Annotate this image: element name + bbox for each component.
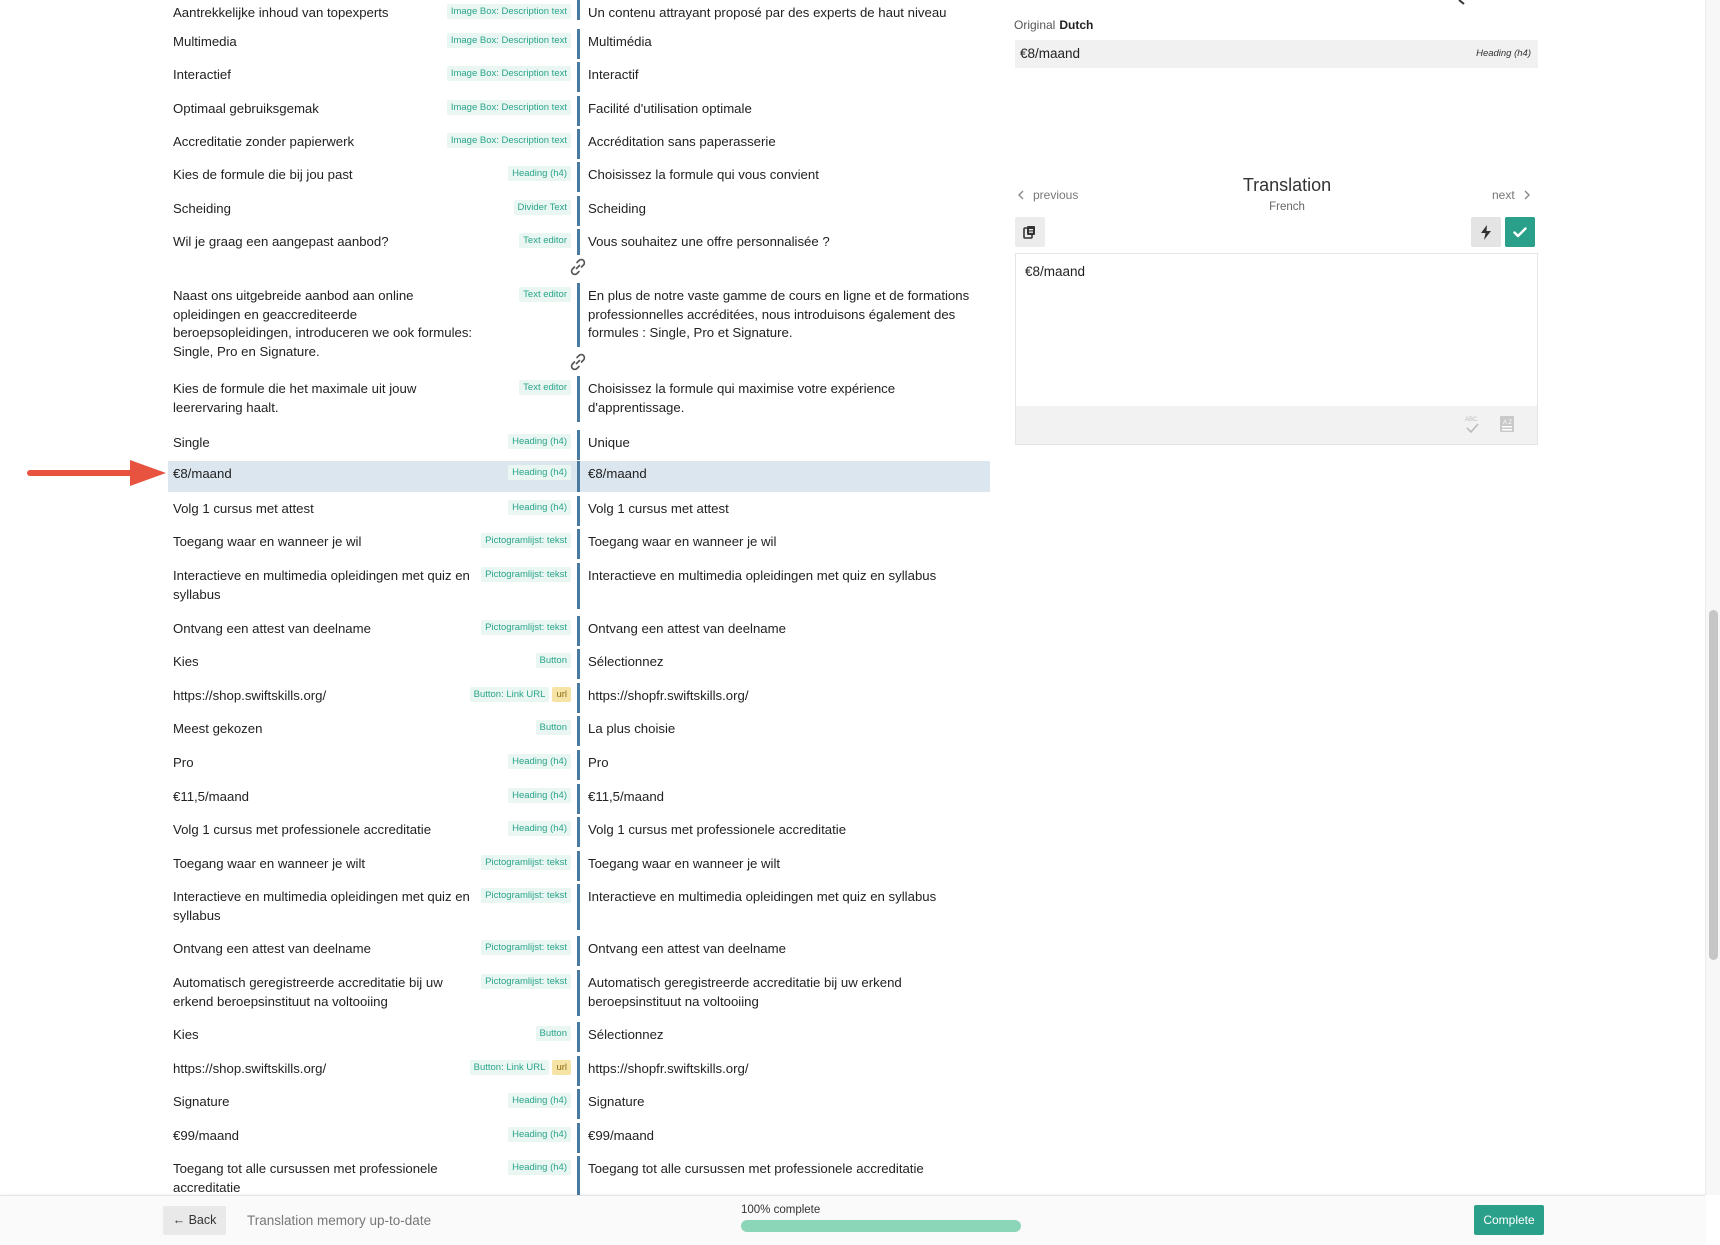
segment-tags — [519, 380, 571, 395]
segment-row[interactable] — [168, 283, 990, 359]
source-text: Toegang tot alle cursussen met professionele accreditatie — [173, 1161, 438, 1195]
segment-tags — [508, 166, 571, 181]
segment-source — [168, 430, 577, 460]
source-text: Kies de formule die het maximale uit jouw leerervaring haalt. — [173, 381, 417, 415]
complete-button[interactable]: Complete — [1474, 1205, 1544, 1235]
segment-target[interactable]: Scheiding — [588, 201, 646, 216]
segment-row[interactable] — [168, 29, 990, 59]
segment-target[interactable]: Toegang waar en wanneer je wil — [588, 534, 777, 549]
segment-target[interactable]: Automatisch geregistreerde accreditatie bij uw erkend beroepsinstituut na voltooiing — [588, 975, 902, 1009]
segment-source — [168, 970, 577, 1016]
segment-row[interactable] — [168, 376, 990, 422]
original-language: Dutch — [1059, 18, 1094, 32]
segment-tags — [508, 1093, 571, 1108]
segment-target[interactable]: Ontvang een attest van deelname — [588, 621, 786, 636]
element-type-tag: Button: Link URL — [470, 1060, 550, 1075]
segment-row[interactable] — [168, 970, 990, 1016]
element-type-tag: Text editor — [519, 233, 571, 248]
source-text: Toegang waar en wanneer je wil — [173, 534, 362, 549]
segment-tags — [481, 940, 571, 955]
segment-source — [168, 229, 577, 259]
element-type-tag: Button — [536, 653, 571, 668]
segment-target[interactable]: Interactieve en multimedia opleidingen met quiz en syllabus — [588, 889, 937, 904]
segment-target[interactable]: Toegang waar en wanneer je wilt — [588, 856, 781, 871]
link-chain-icon[interactable] — [566, 350, 590, 374]
segment-tags — [481, 533, 571, 548]
segment-row[interactable] — [168, 96, 990, 126]
segment-source — [168, 496, 577, 526]
segment-target[interactable]: Pro — [588, 755, 609, 770]
element-type-tag: Heading (h4) — [508, 166, 571, 181]
progress-fill — [741, 1220, 1021, 1232]
element-type-tag: Heading (h4) — [508, 434, 571, 449]
segment-tags — [481, 888, 571, 903]
segment-target[interactable]: En plus de notre vaste gamme de cours en ligne et de formations professionnelles accréditées, nous introduisons également des formules : Single, Pro et Signature. — [588, 288, 970, 340]
segment-row[interactable] — [168, 430, 990, 460]
progress-label: 100% complete — [741, 1204, 821, 1216]
source-text: Optimaal gebruiksgemak — [173, 101, 319, 116]
segment-source — [168, 1089, 577, 1119]
segment-source — [168, 851, 577, 881]
source-text: €99/maand — [173, 1128, 239, 1143]
element-type-tag: Button — [536, 720, 571, 735]
previous-button[interactable] — [1018, 188, 1078, 202]
source-text: Interactieve en multimedia opleidingen met quiz en syllabus — [173, 568, 470, 602]
segment-row[interactable] — [168, 1089, 990, 1119]
segment-row[interactable] — [168, 563, 990, 609]
segment-row[interactable] — [168, 884, 990, 930]
original-header — [1014, 18, 1093, 32]
segment-row[interactable] — [168, 1056, 990, 1086]
segment-tags — [447, 100, 571, 115]
segment-row[interactable] — [168, 1022, 990, 1052]
segment-row[interactable] — [168, 129, 990, 159]
element-type-tag: Heading (h4) — [508, 1093, 571, 1108]
source-text: Accreditatie zonder papierwerk — [173, 134, 355, 149]
segment-tags — [481, 567, 571, 582]
segment-tags — [447, 4, 571, 19]
source-text: Signature — [173, 1094, 230, 1109]
source-text: Wil je graag een aangepast aanbod? — [173, 234, 389, 249]
element-type-tag: Heading (h4) — [508, 821, 571, 836]
arrow-annotation-icon — [26, 459, 168, 487]
segment-source — [168, 750, 577, 780]
segment-tags — [508, 754, 571, 769]
source-text: Naast ons uitgebreide aanbod aan online opleidingen en geaccrediteerde beroepsopleidingen, introduceren we ook formules: Single, Pro en Signature. — [173, 288, 473, 359]
source-text: https://shop.swiftskills.org/ — [173, 688, 327, 703]
segment-source — [168, 162, 577, 192]
element-type-tag: Pictogramlijst: tekst — [481, 940, 571, 955]
segment-target[interactable]: Accréditation sans paperasserie — [588, 134, 776, 149]
element-type-tag: Heading (h4) — [508, 754, 571, 769]
segment-source — [168, 529, 577, 559]
element-type-tag: Divider Text — [514, 200, 571, 215]
segment-row[interactable] — [168, 817, 990, 847]
segment-row[interactable] — [168, 1123, 990, 1153]
segment-tags — [508, 788, 571, 803]
source-text: Interactief — [173, 67, 231, 82]
segment-source — [168, 683, 577, 713]
original-tag: Heading (h4) — [1476, 48, 1531, 59]
source-text: Aantrekkelijke inhoud van topexperts — [173, 5, 389, 20]
source-text: Ontvang een attest van deelname — [173, 941, 371, 956]
page-scrollbar[interactable] — [1705, 0, 1720, 1195]
segment-source — [168, 936, 577, 966]
segment-tags — [508, 500, 571, 515]
next-button[interactable] — [1492, 188, 1530, 202]
segment-row[interactable] — [168, 683, 990, 713]
progress-bar — [741, 1220, 1021, 1232]
element-type-tag: Heading (h4) — [508, 465, 571, 480]
segment-source — [168, 1022, 577, 1052]
segment-tags — [514, 200, 571, 215]
source-text: Ontvang een attest van deelname — [173, 621, 371, 636]
segment-target[interactable]: https://shopfr.swiftskills.org/ — [588, 1061, 749, 1076]
source-text: Kies de formule die bij jou past — [173, 167, 353, 182]
source-text: Multimedia — [173, 34, 237, 49]
source-text: Volg 1 cursus met professionele accreditatie — [173, 822, 432, 837]
source-text: Single — [173, 435, 210, 450]
lightning-icon — [1480, 225, 1492, 240]
element-type-tag: Image Box: Description text — [447, 100, 571, 115]
segment-target[interactable]: Sélectionnez — [588, 1027, 664, 1042]
segment-target[interactable]: Choisissez la formule qui vous convient — [588, 167, 819, 182]
segment-row[interactable] — [168, 851, 990, 881]
checkmark-icon — [1513, 227, 1527, 238]
segment-source — [168, 649, 577, 679]
element-type-tag: Button — [536, 1026, 571, 1041]
segment-source — [168, 817, 577, 847]
segment-source — [168, 616, 577, 646]
machine-translate-button[interactable] — [1471, 217, 1501, 247]
source-text: Kies — [173, 654, 199, 669]
segment-tags — [519, 233, 571, 248]
segment-tags — [536, 653, 571, 668]
segment-source — [168, 96, 577, 126]
segment-row[interactable] — [168, 784, 990, 814]
segment-target[interactable]: Vous souhaitez une offre personnalisée ? — [588, 234, 830, 249]
element-type-tag: Image Box: Description text — [447, 4, 571, 19]
glossary-icon[interactable] — [1499, 415, 1515, 433]
source-text: Interactieve en multimedia opleidingen met quiz en syllabus — [173, 889, 470, 923]
segment-target[interactable]: https://shopfr.swiftskills.org/ — [588, 688, 749, 703]
editor-footer — [1016, 406, 1537, 444]
search-icon[interactable] — [1455, 0, 1467, 6]
previous-label: previous — [1033, 188, 1079, 202]
back-button[interactable]: ← Back — [163, 1206, 226, 1235]
segment-row[interactable] — [168, 496, 990, 526]
segment-tags — [536, 1026, 571, 1041]
element-type-tag: Button: Link URL — [470, 687, 550, 702]
segment-tags — [508, 465, 571, 480]
segment-tags — [508, 1160, 571, 1175]
translation-text[interactable]: €8/maand — [1025, 264, 1086, 279]
segment-source — [168, 0, 577, 20]
segment-target[interactable]: Interactieve en multimedia opleidingen met quiz en syllabus — [588, 568, 937, 583]
source-text: Volg 1 cursus met attest — [173, 501, 314, 516]
segment-target[interactable]: Ontvang een attest van deelname — [588, 941, 786, 956]
element-type-tag: Pictogramlijst: tekst — [481, 620, 571, 635]
segment-tags — [481, 974, 571, 989]
segment-row[interactable] — [168, 1156, 990, 1195]
segment-tags — [508, 434, 571, 449]
element-type-tag: Image Box: Description text — [447, 33, 571, 48]
segment-tags — [481, 855, 571, 870]
segment-target[interactable]: Volg 1 cursus met professionele accreditatie — [588, 822, 847, 837]
element-type-tag: Pictogramlijst: tekst — [481, 533, 571, 548]
segment-target[interactable]: Interactif — [588, 67, 639, 82]
segment-tags — [447, 33, 571, 48]
segment-target[interactable]: €99/maand — [588, 1128, 654, 1143]
segment-source — [168, 1056, 577, 1086]
translation-title: Translation — [1242, 175, 1332, 195]
segment-tags — [508, 1127, 571, 1142]
source-text: Meest gekozen — [173, 721, 263, 736]
original-text-box — [1015, 40, 1538, 68]
element-type-tag: Heading (h4) — [508, 500, 571, 515]
segment-target[interactable]: €11,5/maand — [588, 789, 665, 804]
segment-tags — [508, 821, 571, 836]
original-text: €8/maand — [1020, 46, 1081, 61]
segment-row[interactable] — [168, 0, 990, 20]
element-type-tag: Text editor — [519, 380, 571, 395]
segment-row[interactable] — [168, 529, 990, 559]
segment-target[interactable]: €8/maand — [588, 466, 647, 481]
segment-row[interactable] — [168, 162, 990, 192]
segment-tags — [447, 66, 571, 81]
segment-target[interactable]: Multimédia — [588, 34, 652, 49]
segment-source — [168, 716, 577, 746]
link-chain-icon[interactable] — [566, 255, 590, 279]
segment-tags — [447, 133, 571, 148]
segment-target[interactable]: Signature — [588, 1094, 645, 1109]
element-type-tag: Image Box: Description text — [447, 66, 571, 81]
segment-source — [168, 1156, 577, 1195]
svg-text:A Z: A Z — [1503, 420, 1513, 426]
source-text: €8/maand — [173, 466, 232, 481]
segment-row[interactable] — [168, 750, 990, 780]
url-tag: url — [552, 687, 571, 702]
element-type-tag: Image Box: Description text — [447, 133, 571, 148]
segment-target[interactable]: Un contenu attrayant proposé par des experts de haut niveau — [588, 5, 947, 20]
segment-source — [168, 1123, 577, 1153]
segment-source — [168, 196, 577, 226]
copy-source-icon — [1023, 225, 1037, 239]
tm-status: Translation memory up-to-date — [247, 1213, 432, 1228]
spellcheck-icon[interactable] — [1464, 415, 1480, 435]
source-text: Toegang waar en wanneer je wilt — [173, 856, 366, 871]
segment-row-active[interactable] — [168, 461, 990, 492]
segment-source — [168, 784, 577, 814]
element-type-tag: Heading (h4) — [508, 788, 571, 803]
segment-source — [168, 563, 577, 609]
source-text: Pro — [173, 755, 194, 770]
segment-target[interactable]: Unique — [588, 435, 630, 450]
url-tag: url — [552, 1060, 571, 1075]
original-label: Original — [1014, 18, 1056, 32]
segment-target[interactable]: Toegang tot alle cursussen met professionele accreditatie — [588, 1161, 924, 1176]
segment-tags — [470, 1060, 571, 1075]
bottom-bar — [0, 1195, 1705, 1245]
segment-source — [168, 29, 577, 59]
segment-row[interactable] — [168, 62, 990, 92]
segment-source — [168, 62, 577, 92]
translation-input[interactable] — [1015, 253, 1538, 445]
source-text: Kies — [173, 1027, 199, 1042]
segment-source — [168, 884, 577, 930]
next-label: next — [1492, 188, 1515, 202]
chevron-left-icon — [1018, 190, 1024, 200]
segment-row[interactable] — [168, 196, 990, 226]
copy-source-button[interactable] — [1015, 217, 1045, 247]
segment-tags — [470, 687, 571, 702]
chevron-right-icon — [1524, 190, 1530, 200]
element-type-tag: Heading (h4) — [508, 1160, 571, 1175]
svg-text:ABC: ABC — [1465, 417, 1478, 423]
confirm-button[interactable] — [1505, 217, 1535, 247]
segment-source — [168, 376, 577, 422]
element-type-tag: Pictogramlijst: tekst — [481, 974, 571, 989]
segment-target[interactable]: Facilité d'utilisation optimale — [588, 101, 752, 116]
element-type-tag: Heading (h4) — [508, 1127, 571, 1142]
segment-source — [168, 283, 577, 359]
segment-source — [168, 461, 577, 492]
element-type-tag: Pictogramlijst: tekst — [481, 855, 571, 870]
segment-target[interactable]: Sélectionnez — [588, 654, 664, 669]
target-language: French — [1269, 201, 1305, 213]
element-type-tag: Text editor — [519, 287, 571, 302]
source-text: €11,5/maand — [173, 789, 250, 804]
segment-target[interactable]: La plus choisie — [588, 721, 676, 736]
segment-row[interactable] — [168, 936, 990, 966]
segment-target[interactable]: Volg 1 cursus met attest — [588, 501, 729, 516]
segment-row[interactable] — [168, 716, 990, 746]
segment-row[interactable] — [168, 649, 990, 679]
element-type-tag: Pictogramlijst: tekst — [481, 888, 571, 903]
source-text: https://shop.swiftskills.org/ — [173, 1061, 327, 1076]
source-text: Automatisch geregistreerde accreditatie bij uw erkend beroepsinstituut na voltooiing — [173, 975, 443, 1009]
element-type-tag: Pictogramlijst: tekst — [481, 567, 571, 582]
segment-target[interactable]: Choisissez la formule qui maximise votre expérience d'apprentissage. — [588, 381, 896, 415]
segment-tags — [481, 620, 571, 635]
segment-tags — [519, 287, 571, 302]
source-text: Scheiding — [173, 201, 231, 216]
segment-source — [168, 129, 577, 159]
scroll-thumb[interactable] — [1709, 610, 1718, 960]
segment-row[interactable] — [168, 616, 990, 646]
segment-tags — [536, 720, 571, 735]
